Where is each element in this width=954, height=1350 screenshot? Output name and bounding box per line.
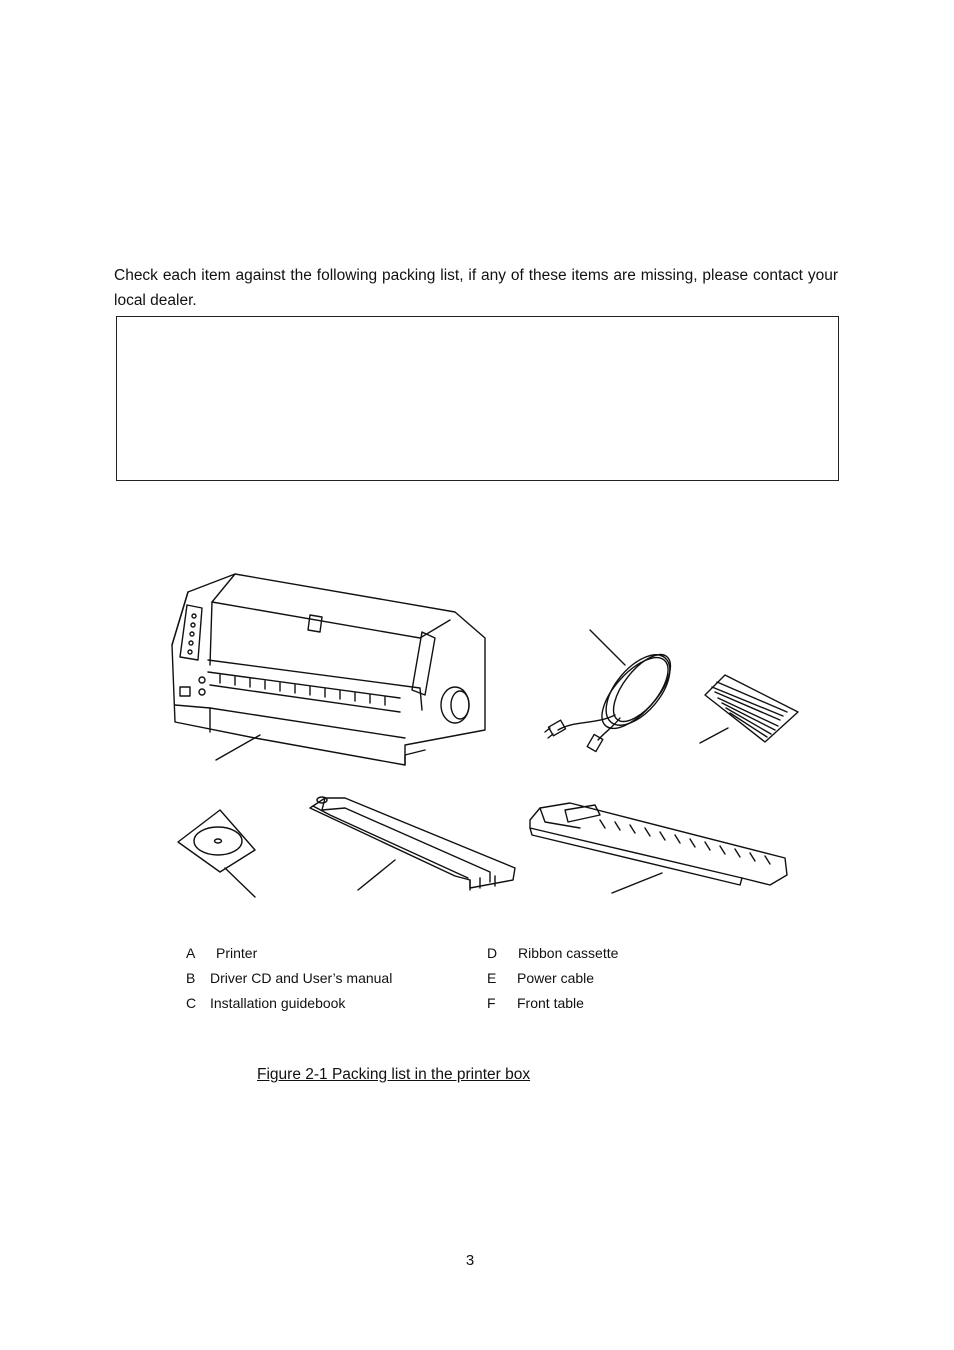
notice-box (116, 316, 839, 481)
legend-item (186, 966, 392, 991)
legend-label: Ribbon cassette (518, 945, 619, 961)
legend-item (487, 991, 618, 1016)
legend-key: B (186, 970, 196, 986)
legend-item (186, 941, 392, 966)
front-table-drawing (530, 803, 787, 893)
legend-left (186, 941, 392, 1016)
legend-label: Installation guidebook (210, 995, 346, 1011)
figure-caption: Figure 2-1 Packing list in the printer box (257, 1066, 531, 1083)
printer-drawing (172, 574, 485, 765)
legend-label: Power cable (517, 970, 595, 986)
page-number: 3 (465, 1252, 475, 1269)
power-cable-drawing (545, 630, 682, 752)
cd-drawing (178, 810, 255, 897)
legend-right (487, 941, 618, 1016)
legend-item (487, 966, 618, 991)
legend-label: Front table (517, 995, 584, 1011)
intro-paragraph: Check each item against the following packing list, if any of these items are missing, please contact your local dealer. (114, 267, 838, 309)
legend-key: A (186, 945, 196, 961)
legend-key: F (487, 995, 496, 1011)
legend-key: E (487, 970, 497, 986)
legend-key: C (186, 995, 197, 1011)
packing-list-illustration (150, 560, 830, 910)
installation-guide-drawing (700, 675, 798, 743)
legend-label: Driver CD and User’s manual (210, 970, 393, 986)
ribbon-cassette-drawing (310, 797, 515, 890)
legend-item (487, 941, 618, 966)
legend-key: D (487, 945, 498, 961)
legend-item (186, 991, 392, 1016)
legend-label: Printer (216, 945, 258, 961)
